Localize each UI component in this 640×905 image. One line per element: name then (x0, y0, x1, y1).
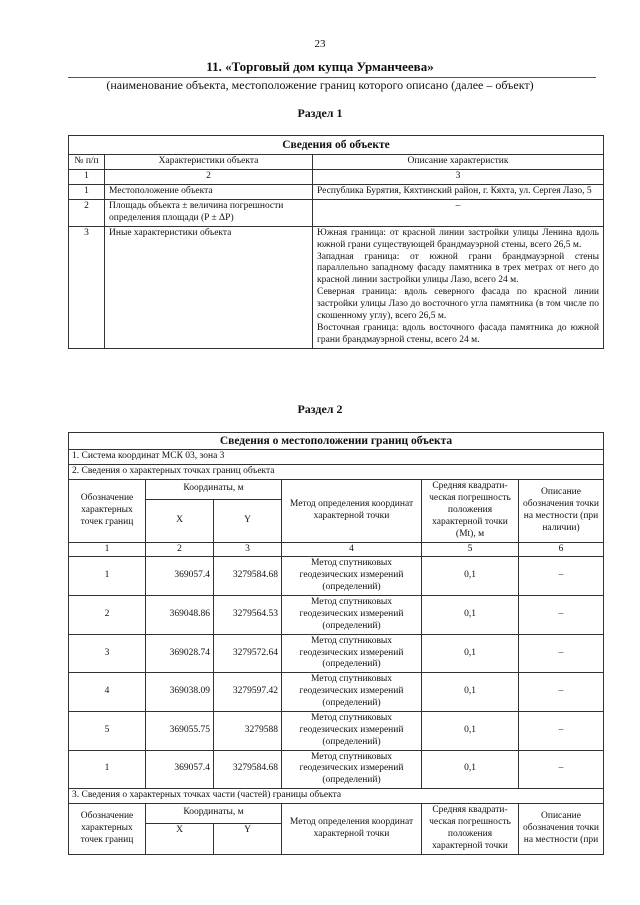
document-title: 11. «Торговый дом купца Урманчеева» (206, 59, 434, 74)
col-number: 6 (519, 542, 604, 557)
col-number: 1 (69, 542, 146, 557)
page-number: 23 (314, 38, 326, 50)
point-id: 1 (69, 557, 146, 596)
header-point: Обозначение характерных точек границ (69, 804, 146, 855)
col-number: 2 (105, 170, 313, 185)
point-accuracy: 0,1 (422, 557, 519, 596)
header-coords: Координаты, м (146, 480, 282, 499)
point-method: Метод спутниковых геодезических измерений (определений) (282, 750, 422, 789)
boundary-points-table (68, 432, 604, 855)
characteristic-value (313, 226, 604, 348)
point-method: Метод спутниковых геодезических измерений (определений) (282, 673, 422, 712)
coordinate-system: 1. Система координат МСК 03, зона 3 (69, 450, 604, 465)
point-y: 3279564.53 (214, 596, 282, 635)
col-number: 1 (69, 170, 105, 185)
point-accuracy: 0,1 (422, 673, 519, 712)
table-row (69, 711, 604, 750)
point-method: Метод спутниковых геодезических измерений (определений) (282, 634, 422, 673)
point-accuracy: 0,1 (422, 634, 519, 673)
section1-heading: Раздел 1 (297, 106, 343, 120)
header-method: Метод определения координат характерной точки (282, 480, 422, 542)
header-accuracy: Средняя квадрати-ческая погрешность положения характерной точки (422, 804, 519, 855)
table-row (69, 185, 604, 200)
point-accuracy: 0,1 (422, 711, 519, 750)
boundary-south: Южная граница: от красной линии застройки улицы Ленина вдоль южной грани существующей брандмауэрной стены, всего 26,5 м. (317, 227, 599, 250)
header-x: X (146, 823, 214, 854)
point-accuracy: 0,1 (422, 750, 519, 789)
header-y: Y (214, 499, 282, 542)
object-info-table (68, 135, 604, 349)
col-number: 4 (282, 542, 422, 557)
table-row (69, 634, 604, 673)
boundary-west: Западная граница: от южной грани брандмауэрной стены параллельно западному фасаду памятника в трех метрах от него до красной линии застройки улицы Лазо, всего 24 м. (317, 251, 599, 286)
point-description: – (519, 750, 604, 789)
point-description: – (519, 596, 604, 635)
table-row (69, 673, 604, 712)
point-id: 4 (69, 673, 146, 712)
point-y: 3279584.68 (214, 557, 282, 596)
point-description: – (519, 634, 604, 673)
col-header-characteristic: Характеристики объекта (105, 155, 313, 170)
col-number: 3 (313, 170, 604, 185)
parts-subtitle: 3. Сведения о характерных точках части (частей) границы объекта (69, 789, 604, 804)
col-number: 3 (214, 542, 282, 557)
characteristic-name: Местоположение объекта (105, 185, 313, 200)
object-info-title: Сведения об объекте (69, 136, 604, 155)
point-y: 3279572.64 (214, 634, 282, 673)
point-id: 5 (69, 711, 146, 750)
point-id: 1 (69, 750, 146, 789)
header-y: Y (214, 823, 282, 854)
point-x: 369038.09 (146, 673, 214, 712)
table-row (69, 750, 604, 789)
col-number: 2 (146, 542, 214, 557)
characteristic-name: Площадь объекта ± величина погрешности определения площади (P ± ΔP) (105, 200, 313, 227)
characteristic-name: Иные характеристики объекта (105, 226, 313, 348)
header-method: Метод определения координат характерной точки (282, 804, 422, 855)
point-x: 369048.86 (146, 596, 214, 635)
point-description: – (519, 673, 604, 712)
document-subtitle: (наименование объекта, местоположение границ которого описано (далее – объект) (106, 78, 534, 92)
boundary-north: Северная граница: вдоль северного фасада по красной линии застройки улицы Лазо до восточного угла памятника (в том числе по скошенному углу), всего 26,5 м. (317, 287, 599, 321)
point-y: 3279597.42 (214, 673, 282, 712)
point-y: 3279588 (214, 711, 282, 750)
point-method: Метод спутниковых геодезических измерений (определений) (282, 596, 422, 635)
points-subtitle: 2. Сведения о характерных точках границ объекта (69, 465, 604, 480)
point-x: 369057.4 (146, 750, 214, 789)
table-row (69, 557, 604, 596)
point-id: 2 (69, 596, 146, 635)
point-y: 3279584.68 (214, 750, 282, 789)
characteristic-value: – (313, 200, 604, 227)
col-header-num: № п/п (69, 155, 105, 170)
point-accuracy: 0,1 (422, 596, 519, 635)
point-description: – (519, 557, 604, 596)
boundary-table-title: Сведения о местоположении границ объекта (69, 433, 604, 450)
table-row (69, 200, 604, 227)
header-coords: Координаты, м (146, 804, 282, 824)
header-accuracy: Средняя квадрати-ческая погрешность положения характерной точки (Mt), м (422, 480, 519, 542)
point-x: 369055.75 (146, 711, 214, 750)
point-x: 369057.4 (146, 557, 214, 596)
table-row (69, 596, 604, 635)
header-x: X (146, 499, 214, 542)
table-row (69, 226, 604, 348)
col-number: 5 (422, 542, 519, 557)
characteristic-value: Республика Бурятия, Кяхтинский район, г. Кяхта, ул. Сергея Лазо, 5 (313, 185, 604, 200)
header-point: Обозначение характерных точек границ (69, 480, 146, 542)
header-description: Описание обозначения точки на местности (при наличии) (519, 480, 604, 542)
row-number: 2 (69, 200, 105, 227)
col-header-description: Описание характеристик (313, 155, 604, 170)
boundary-east: Восточная граница: вдоль восточного фасада памятника до южной грани брандмауэрной стены, всего 24 м. (317, 322, 599, 345)
header-description: Описание обозначения точки на местности (при (519, 804, 604, 855)
point-method: Метод спутниковых геодезических измерений (определений) (282, 557, 422, 596)
section2-heading: Раздел 2 (297, 402, 343, 416)
point-description: – (519, 711, 604, 750)
point-x: 369028.74 (146, 634, 214, 673)
point-method: Метод спутниковых геодезических измерений (определений) (282, 711, 422, 750)
row-number: 1 (69, 185, 105, 200)
point-id: 3 (69, 634, 146, 673)
row-number: 3 (69, 226, 105, 348)
